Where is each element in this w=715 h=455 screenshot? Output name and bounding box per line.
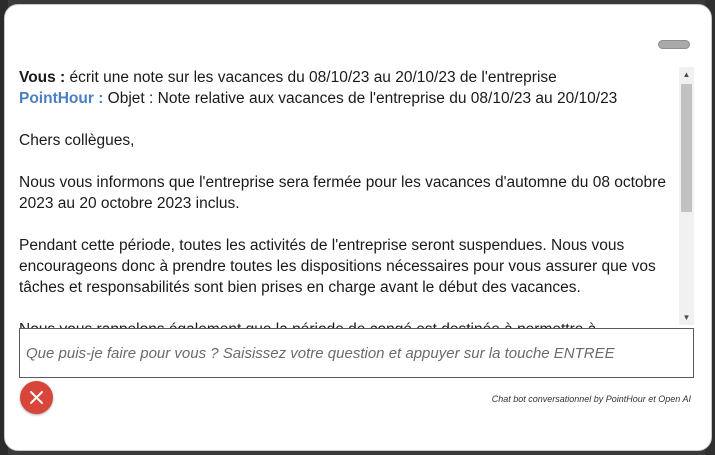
scroll-down-icon[interactable]: ▼: [682, 313, 691, 322]
scroll-up-icon[interactable]: ▲: [682, 70, 691, 79]
bot-subject: Objet : Note relative aux vacances de l'entreprise du 08/10/23 au 20/10/23: [103, 90, 618, 107]
user-message: écrit une note sur les vacances du 08/10/23 au 20/10/23 de l'entreprise: [65, 69, 557, 86]
minimize-icon[interactable]: [658, 40, 690, 49]
bot-paragraph-1: Nous vous informons que l'entreprise sera fermée pour les vacances d'automne du 08 octobre 2023 au 20 octobre 2023 inclus.: [19, 174, 666, 212]
question-input[interactable]: [20, 329, 693, 377]
scrollbar-thumb[interactable]: [681, 84, 692, 212]
chat-scrollbar[interactable]: [679, 67, 694, 325]
chat-area[interactable]: [19, 67, 694, 325]
bot-paragraph-2: Pendant cette période, toutes les activités de l'entreprise seront suspendues. Nous vous encourageons donc à prendre toutes les dispositions nécessaires pour vous assurer que vos tâches et responsabilités sont bien prises en charge avant le début des vacances.: [19, 237, 656, 296]
bot-greeting: Chers collègues,: [19, 132, 135, 149]
bot-label: PointHour :: [19, 90, 104, 107]
user-label: Vous :: [19, 69, 66, 86]
close-icon[interactable]: [20, 381, 53, 414]
question-input-container: [19, 328, 694, 378]
chatbot-window: [4, 4, 712, 451]
bot-message-line: [19, 88, 669, 109]
footer-credit: Chat bot conversationnel by PointHour et Open AI: [491, 394, 691, 404]
user-message-line: [19, 67, 669, 88]
chat-transcript: [19, 67, 669, 325]
